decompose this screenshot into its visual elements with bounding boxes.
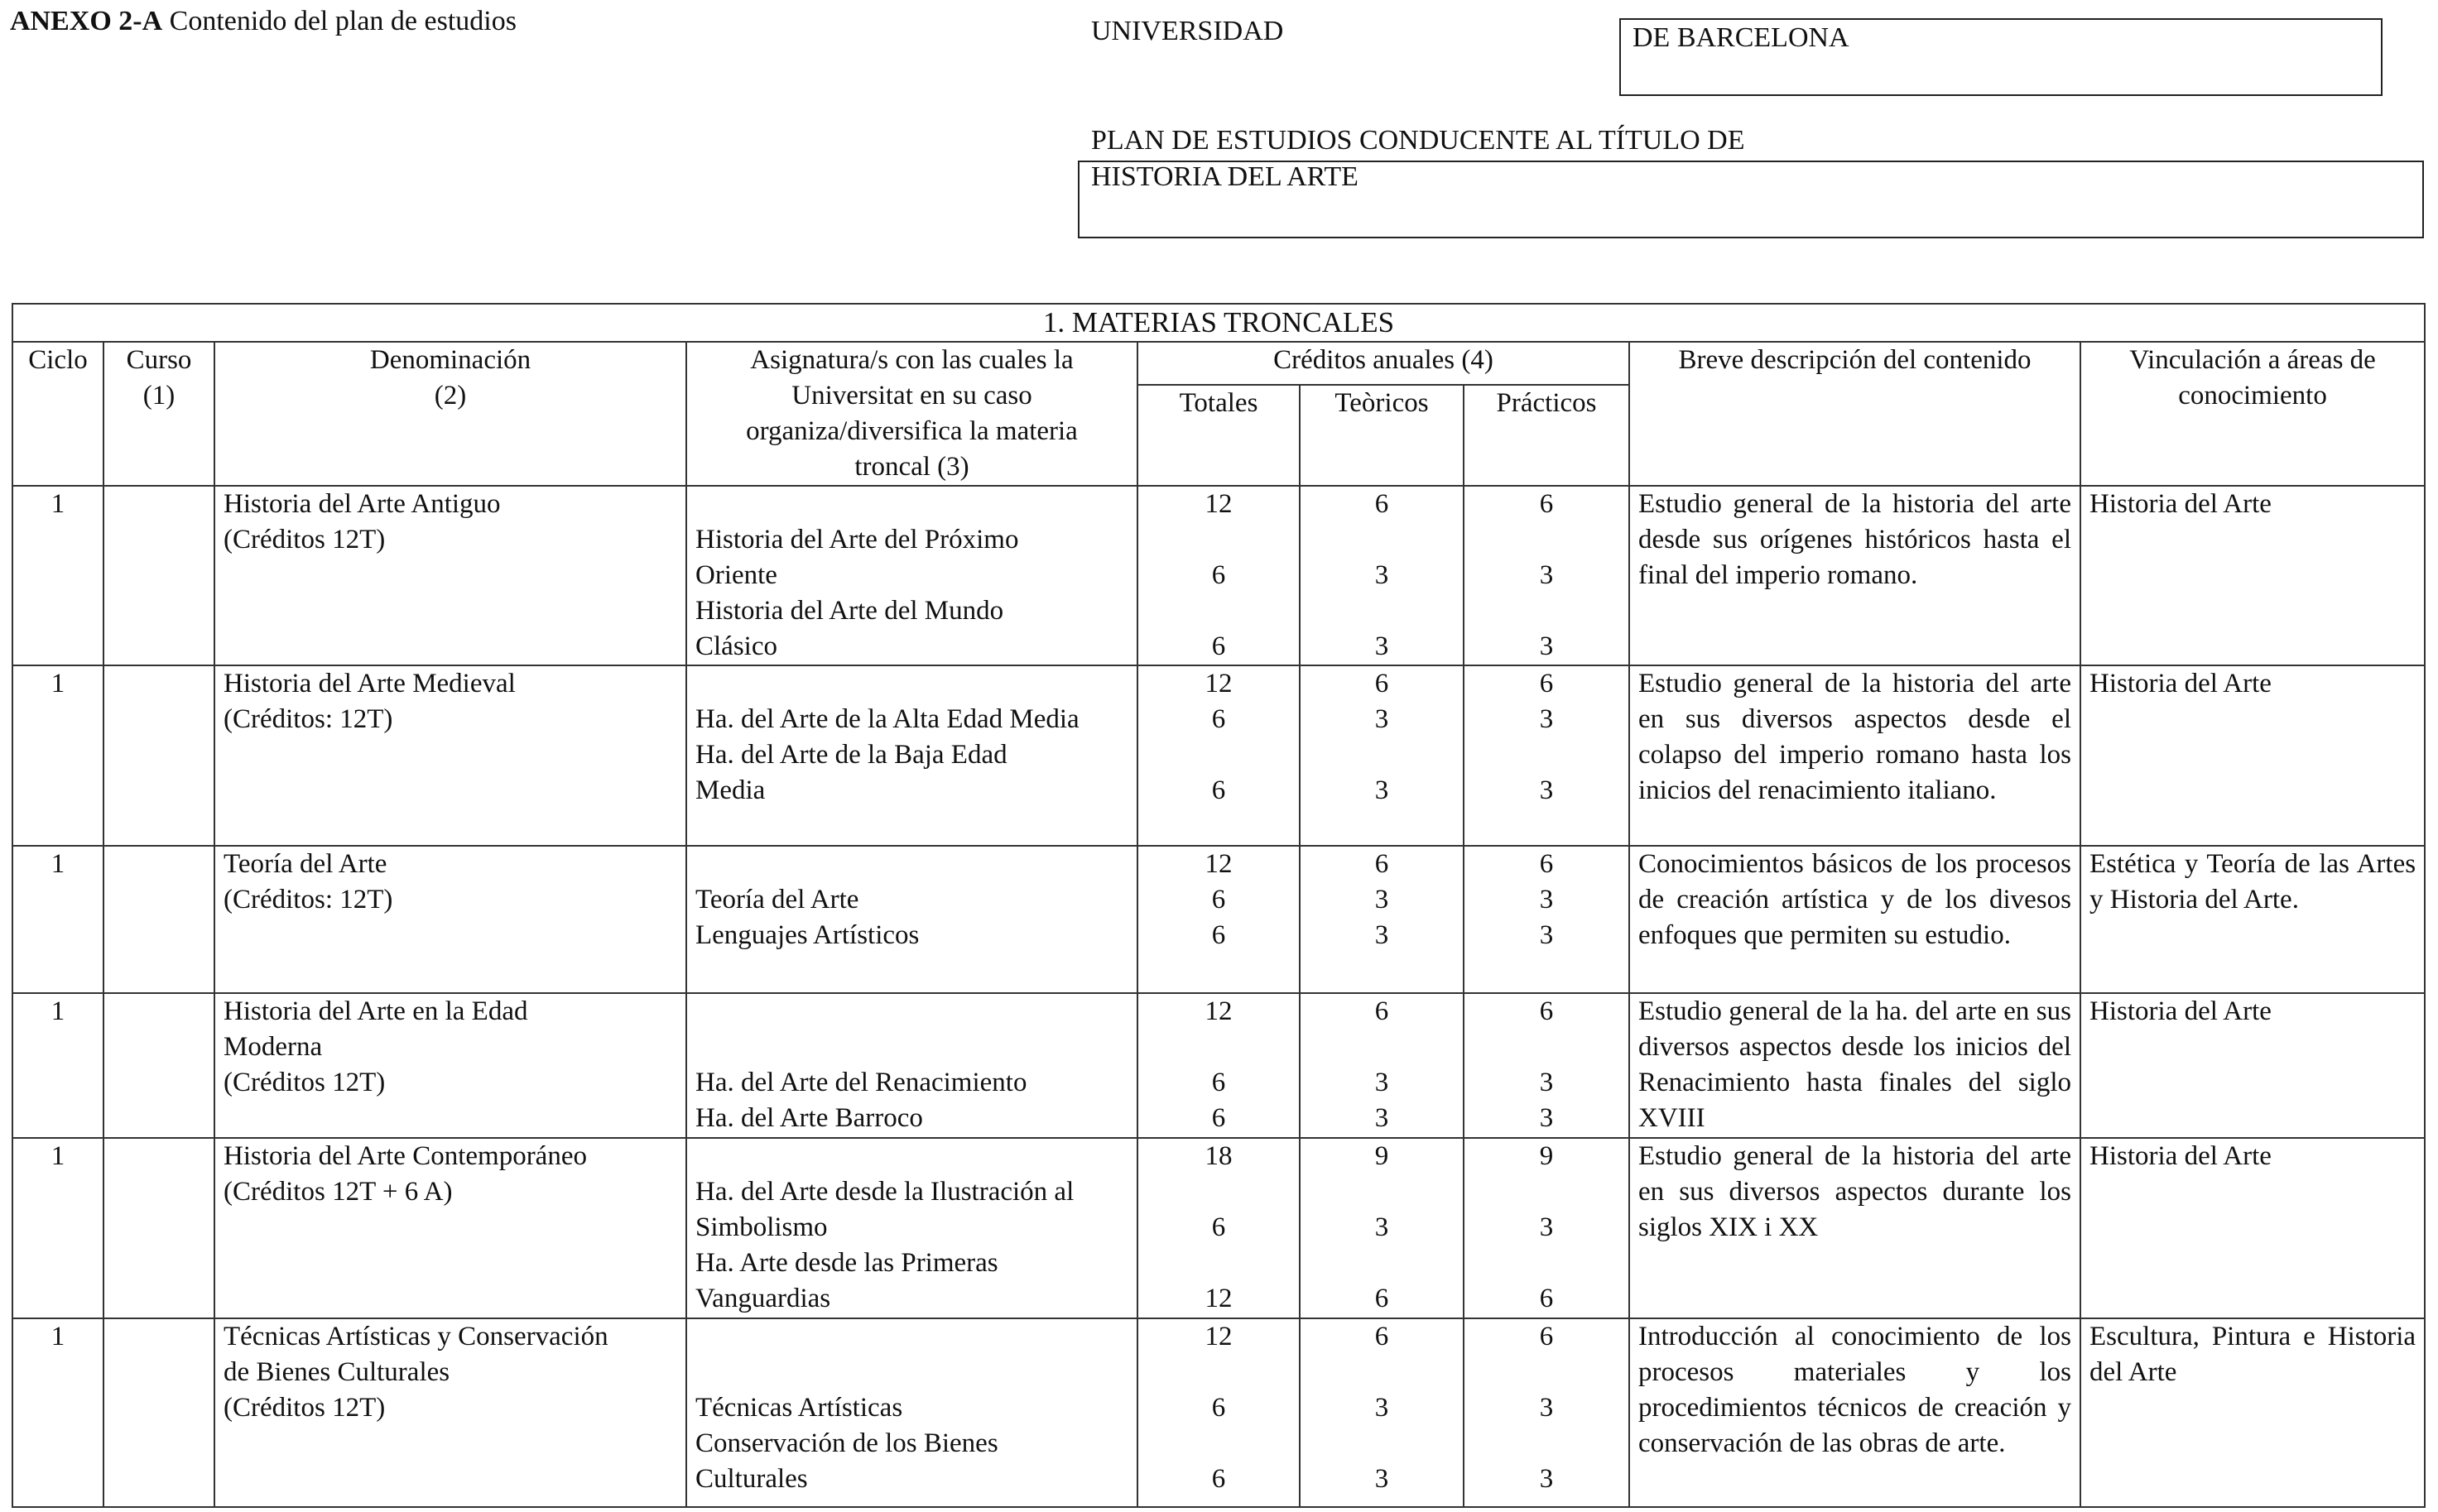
teoricos-line: 3	[1374, 1068, 1389, 1097]
header-totales: Totales	[1137, 385, 1300, 486]
descripcion-cell: Conocimientos básicos de los procesos de creación artística y de los divesos enfoques que permiten su estudio.	[1629, 846, 2080, 993]
asignaturas-line: Teoría del Arte	[695, 885, 859, 914]
descripcion-cell: Introducción al conocimiento de los procesos materiales y los procedimientos técnicos de creación y conservación de las obras de arte.	[1629, 1318, 2080, 1507]
asignaturas-line	[695, 847, 1128, 882]
totales-line: 6	[1211, 1464, 1226, 1494]
practicos-line: 6	[1539, 1284, 1554, 1313]
denominacion-line: Moderna	[224, 1032, 323, 1062]
vinculacion-cell: Historia del Arte	[2080, 1138, 2425, 1318]
totales-cell	[1137, 1138, 1300, 1318]
denominacion-line: (Créditos 12T + 6 A)	[224, 1177, 453, 1207]
denominacion-line: Historia del Arte en la Edad	[224, 996, 528, 1026]
practicos-line: 6	[1539, 489, 1554, 519]
practicos-line	[1473, 522, 1620, 558]
asignaturas-line: Ha. del Arte de la Alta Edad Media	[695, 704, 1080, 734]
asignaturas-line	[695, 666, 1128, 702]
totales-cell	[1137, 1318, 1300, 1507]
descripcion-cell: Estudio general de la historia del arte en sus diversos aspectos desde el colapso del imperio romano hasta los inicios del renacimiento italiano.	[1629, 665, 2080, 846]
header-denominacion: Denominación (2)	[214, 342, 686, 486]
totales-line: 12	[1205, 489, 1233, 519]
totales-line	[1147, 1030, 1291, 1065]
denominacion-line: Historia del Arte Contemporáneo	[224, 1141, 587, 1171]
denominacion-cell	[214, 486, 686, 665]
teoricos-line: 3	[1374, 885, 1389, 914]
practicos-line: 3	[1539, 1212, 1554, 1242]
curso-cell	[103, 846, 214, 993]
teoricos-line: 3	[1374, 920, 1389, 950]
practicos-line: 3	[1539, 1464, 1554, 1494]
asignaturas-cell	[686, 486, 1137, 665]
header-practicos: Prácticos	[1464, 385, 1629, 486]
teoricos-line	[1309, 1426, 1455, 1462]
table-row	[12, 665, 2425, 846]
totales-line: 18	[1205, 1141, 1233, 1171]
totales-line: 12	[1205, 996, 1233, 1026]
totales-line: 6	[1211, 885, 1226, 914]
annex-title: Contenido del plan de estudios	[169, 6, 517, 36]
materias-troncales-table	[12, 303, 2426, 1508]
teoricos-cell	[1300, 993, 1464, 1138]
asignaturas-line: Conservación de los Bienes	[695, 1428, 998, 1458]
curso-cell	[103, 1138, 214, 1318]
teoricos-line: 6	[1374, 996, 1389, 1026]
asignaturas-line: Media	[695, 775, 766, 805]
practicos-line: 3	[1539, 704, 1554, 734]
header-creditos: Créditos anuales (4)	[1137, 342, 1629, 385]
practicos-line: 3	[1539, 560, 1554, 590]
asignaturas-cell	[686, 1138, 1137, 1318]
ciclo-cell: 1	[12, 486, 103, 665]
header-descripcion: Breve descripción del contenido	[1629, 342, 2080, 486]
practicos-line: 6	[1539, 1322, 1554, 1351]
asignaturas-line: Culturales	[695, 1464, 808, 1494]
asignaturas-cell	[686, 846, 1137, 993]
teoricos-line: 3	[1374, 704, 1389, 734]
vinculacion-cell: Estética y Teoría de las Artes y Historia del Arte.	[2080, 846, 2425, 993]
header-vinculacion: Vinculación a áreas de conocimiento	[2080, 342, 2425, 486]
denominacion-cell	[214, 993, 686, 1138]
teoricos-line	[1309, 1246, 1455, 1281]
descripcion-cell: Estudio general de la historia del arte desde sus orígenes históricos hasta el final del imperio romano.	[1629, 486, 2080, 665]
teoricos-line	[1309, 522, 1455, 558]
teoricos-line: 9	[1374, 1141, 1389, 1171]
totales-line: 6	[1211, 775, 1226, 805]
practicos-cell	[1464, 846, 1629, 993]
totales-line	[1147, 1426, 1291, 1462]
curso-cell	[103, 993, 214, 1138]
asignaturas-line: Historia del Arte del Próximo	[695, 525, 1019, 554]
practicos-line	[1473, 1246, 1620, 1281]
denominacion-line: (Créditos 12T)	[224, 1393, 386, 1423]
denominacion-line: Teoría del Arte	[224, 849, 387, 879]
asignaturas-line: Ha. del Arte desde la Ilustración al	[695, 1177, 1075, 1207]
asignaturas-line: Historia del Arte del Mundo	[695, 596, 1004, 626]
asignaturas-line	[695, 1030, 1128, 1065]
ciclo-cell: 1	[12, 846, 103, 993]
denominacion-cell	[214, 1138, 686, 1318]
teoricos-line: 3	[1374, 631, 1389, 661]
denominacion-cell	[214, 1318, 686, 1507]
totales-line: 6	[1211, 704, 1226, 734]
totales-line: 12	[1205, 849, 1233, 879]
header-asignaturas: Asignatura/s con las cuales la Universitat en su caso organiza/diversifica la materia troncal (3)	[686, 342, 1137, 486]
practicos-cell	[1464, 1138, 1629, 1318]
teoricos-cell	[1300, 486, 1464, 665]
asignaturas-cell	[686, 665, 1137, 846]
table-row	[12, 486, 2425, 665]
teoricos-line: 6	[1374, 489, 1389, 519]
vinculacion-cell: Historia del Arte	[2080, 486, 2425, 665]
totales-line: 6	[1211, 1103, 1226, 1133]
totales-line: 6	[1211, 560, 1226, 590]
practicos-cell	[1464, 993, 1629, 1138]
curso-cell	[103, 665, 214, 846]
denominacion-line: Historia del Arte Antiguo	[224, 489, 501, 519]
table-row	[12, 993, 2425, 1138]
annex-heading	[10, 5, 517, 38]
ciclo-cell: 1	[12, 993, 103, 1138]
plan-box	[1078, 161, 2424, 238]
totales-cell	[1137, 486, 1300, 665]
curso-cell	[103, 486, 214, 665]
practicos-line	[1473, 1174, 1620, 1210]
denominacion-cell	[214, 665, 686, 846]
university-box	[1619, 18, 2383, 96]
practicos-line	[1473, 1355, 1620, 1390]
denominacion-line: (Créditos: 12T)	[224, 885, 393, 914]
practicos-cell	[1464, 486, 1629, 665]
totales-cell	[1137, 665, 1300, 846]
teoricos-line: 3	[1374, 560, 1389, 590]
asignaturas-line: Vanguardias	[695, 1284, 831, 1313]
vinculacion-cell: Historia del Arte	[2080, 665, 2425, 846]
annex-code: ANEXO 2-A	[10, 6, 163, 36]
header-teoricos: Teòricos	[1300, 385, 1464, 486]
practicos-line: 3	[1539, 885, 1554, 914]
totales-line: 6	[1211, 920, 1226, 950]
denominacion-line: (Créditos: 12T)	[224, 704, 393, 734]
vinculacion-cell: Historia del Arte	[2080, 993, 2425, 1138]
asignaturas-cell	[686, 993, 1137, 1138]
header-curso: Curso (1)	[103, 342, 214, 486]
asignaturas-line	[695, 1355, 1128, 1390]
teoricos-line	[1309, 1030, 1455, 1065]
asignaturas-line	[695, 994, 1128, 1030]
practicos-line	[1473, 1030, 1620, 1065]
denominacion-cell	[214, 846, 686, 993]
denominacion-line: (Créditos 12T)	[224, 525, 386, 554]
asignaturas-line	[695, 1139, 1128, 1174]
practicos-line: 3	[1539, 631, 1554, 661]
practicos-line: 3	[1539, 1393, 1554, 1423]
teoricos-line	[1309, 593, 1455, 629]
teoricos-line: 3	[1374, 1212, 1389, 1242]
totales-line: 6	[1211, 1393, 1226, 1423]
practicos-line: 6	[1539, 849, 1554, 879]
totales-line: 6	[1211, 1212, 1226, 1242]
denominacion-line: de Bienes Culturales	[224, 1357, 450, 1387]
curso-cell	[103, 1318, 214, 1507]
teoricos-cell	[1300, 665, 1464, 846]
ciclo-cell: 1	[12, 1138, 103, 1318]
practicos-line	[1473, 593, 1620, 629]
header-ciclo: Ciclo	[12, 342, 103, 486]
teoricos-line: 3	[1374, 1103, 1389, 1133]
teoricos-line: 6	[1374, 1322, 1389, 1351]
totales-line: 6	[1211, 631, 1226, 661]
asignaturas-line	[695, 487, 1128, 522]
practicos-line: 6	[1539, 669, 1554, 698]
teoricos-cell	[1300, 846, 1464, 993]
totales-line	[1147, 1355, 1291, 1390]
plan-label: PLAN DE ESTUDIOS CONDUCENTE AL TÍTULO DE	[1091, 125, 1745, 156]
asignaturas-line: Clásico	[695, 631, 777, 661]
asignaturas-line: Oriente	[695, 560, 777, 590]
denominacion-line: Técnicas Artísticas y Conservación	[224, 1322, 608, 1351]
teoricos-line	[1309, 1174, 1455, 1210]
practicos-line	[1473, 1426, 1620, 1462]
teoricos-line	[1309, 737, 1455, 773]
asignaturas-line: Ha. Arte desde las Primeras	[695, 1248, 998, 1278]
asignaturas-line: Ha. del Arte de la Baja Edad	[695, 740, 1007, 770]
teoricos-cell	[1300, 1318, 1464, 1507]
teoricos-line: 3	[1374, 1393, 1389, 1423]
table-row	[12, 1138, 2425, 1318]
totales-cell	[1137, 993, 1300, 1138]
asignaturas-line: Ha. del Arte Barroco	[695, 1103, 923, 1133]
practicos-cell	[1464, 665, 1629, 846]
totales-line	[1147, 522, 1291, 558]
totales-cell	[1137, 846, 1300, 993]
teoricos-cell	[1300, 1138, 1464, 1318]
ciclo-cell: 1	[12, 1318, 103, 1507]
table-row	[12, 1318, 2425, 1507]
asignaturas-line: Simbolismo	[695, 1212, 828, 1242]
teoricos-line	[1309, 1355, 1455, 1390]
teoricos-line: 3	[1374, 775, 1389, 805]
plan-value: HISTORIA DEL ARTE	[1091, 161, 1358, 192]
practicos-cell	[1464, 1318, 1629, 1507]
practicos-line: 3	[1539, 1068, 1554, 1097]
asignaturas-cell	[686, 1318, 1137, 1507]
practicos-line	[1473, 737, 1620, 773]
asignaturas-line: Técnicas Artísticas	[695, 1393, 903, 1423]
totales-line	[1147, 1174, 1291, 1210]
university-label: UNIVERSIDAD	[1091, 16, 1284, 46]
totales-line	[1147, 593, 1291, 629]
teoricos-line: 6	[1374, 1284, 1389, 1313]
table-title: 1. MATERIAS TRONCALES	[12, 304, 2425, 342]
vinculacion-cell: Escultura, Pintura e Historia del Arte	[2080, 1318, 2425, 1507]
ciclo-cell: 1	[12, 665, 103, 846]
practicos-line: 3	[1539, 775, 1554, 805]
descripcion-cell: Estudio general de la historia del arte en sus diversos aspectos durante los siglos XIX i XX	[1629, 1138, 2080, 1318]
asignaturas-line: Lenguajes Artísticos	[695, 920, 920, 950]
denominacion-line: (Créditos 12T)	[224, 1068, 386, 1097]
totales-line	[1147, 737, 1291, 773]
teoricos-line: 3	[1374, 1464, 1389, 1494]
practicos-line: 3	[1539, 920, 1554, 950]
table-row	[12, 846, 2425, 993]
asignaturas-line: Ha. del Arte del Renacimiento	[695, 1068, 1027, 1097]
practicos-line: 6	[1539, 996, 1554, 1026]
totales-line: 12	[1205, 1322, 1233, 1351]
totales-line: 6	[1211, 1068, 1226, 1097]
denominacion-line: Historia del Arte Medieval	[224, 669, 516, 698]
descripcion-cell: Estudio general de la ha. del arte en sus diversos aspectos desde los inicios del Renacimiento hasta finales del siglo XVIII	[1629, 993, 2080, 1138]
teoricos-line: 6	[1374, 849, 1389, 879]
practicos-line: 3	[1539, 1103, 1554, 1133]
totales-line	[1147, 1246, 1291, 1281]
asignaturas-line	[695, 1319, 1128, 1355]
totales-line: 12	[1205, 1284, 1233, 1313]
practicos-line: 9	[1539, 1141, 1554, 1171]
university-value: DE BARCELONA	[1633, 22, 1849, 53]
totales-line: 12	[1205, 669, 1233, 698]
teoricos-line: 6	[1374, 669, 1389, 698]
